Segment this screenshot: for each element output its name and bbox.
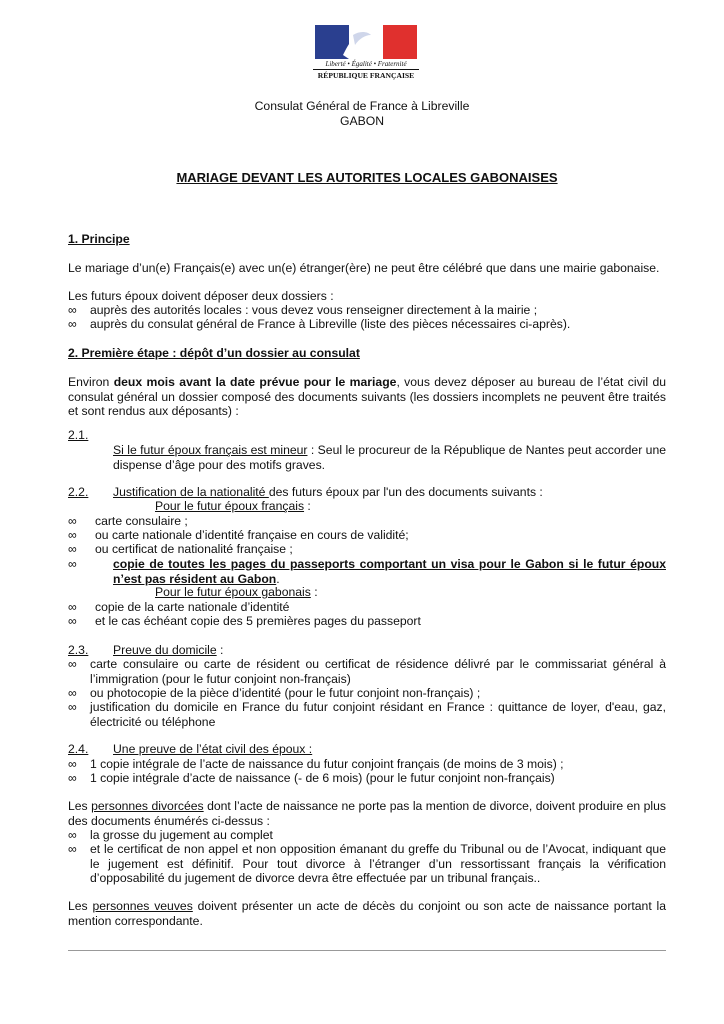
list-item: ∞ copie de toutes les pages du passeports comportant un visa pour le Gabon si le futur époux n’est pas résident au Gabon. xyxy=(68,557,666,586)
subsection-2-4-number: 2.4. xyxy=(68,742,89,756)
subheading-gabonese-spouse: Pour le futur époux gabonais : xyxy=(155,585,318,599)
list-item: ∞ ou certificat de nationalité française ; xyxy=(68,542,293,556)
subsection-2-2-number: 2.2. xyxy=(68,485,89,499)
bullet-icon: ∞ xyxy=(68,303,77,317)
list-item: ∞ ou carte nationale d’identité française en cours de validité; xyxy=(68,528,409,542)
list-item: ∞ auprès des autorités locales : vous devez vous renseigner directement à la mairie ; xyxy=(68,303,538,317)
subsection-2-2-text: Justification de la nationalité des futurs époux par l'un des documents suivants : xyxy=(113,485,543,499)
subsection-2-3-text: Preuve du domicile : xyxy=(113,643,224,657)
bullet-icon: ∞ xyxy=(68,600,77,614)
list-item: ∞ carte consulaire ou carte de résident ou certificat de résidence délivré par le commissariat général à l’immigration (pour le futur conjoint non-français) xyxy=(68,657,666,686)
bullet-icon: ∞ xyxy=(68,757,77,771)
list-item: ∞ 1 copie intégrale de l’acte de naissance du futur conjoint français (de moins de 3 mois) ; xyxy=(68,757,564,771)
section-1-paragraph: Le mariage d’un(e) Français(e) avec un(e) étranger(ère) ne peut être célébré que dans une mairie gabonaise. xyxy=(68,261,660,275)
section-2-heading: 2. Première étape : dépôt d’un dossier au consulat xyxy=(68,346,360,360)
section-1-heading: 1. Principe xyxy=(68,232,130,246)
subsection-2-4-text: Une preuve de l’état civil des époux : xyxy=(113,742,313,756)
bullet-icon: ∞ xyxy=(68,614,77,628)
list-item: ∞ 1 copie intégrale d’acte de naissance (- de 6 mois) (pour le futur conjoint non-français) xyxy=(68,771,555,785)
list-item: ∞ et le cas échéant copie des 5 premières pages du passeport xyxy=(68,614,421,628)
bullet-icon: ∞ xyxy=(68,842,77,856)
subheading-french-spouse: Pour le futur époux français : xyxy=(155,499,311,513)
page-title: MARIAGE DEVANT LES AUTORITES LOCALES GABONAISES xyxy=(176,170,558,185)
footer-divider xyxy=(68,950,666,951)
bullet-icon: ∞ xyxy=(68,317,77,331)
bullet-icon: ∞ xyxy=(68,528,77,542)
bullet-icon: ∞ xyxy=(68,828,77,842)
bullet-icon: ∞ xyxy=(68,700,77,714)
list-item: ∞ carte consulaire ; xyxy=(68,514,188,528)
logo-divider xyxy=(313,69,419,70)
bullet-icon: ∞ xyxy=(68,557,77,571)
consulate-name: Consulat Général de France à Libreville xyxy=(254,99,470,113)
subsection-2-1-number: 2.1. xyxy=(68,428,89,442)
widowed-paragraph: Les personnes veuves doivent présenter un acte de décès du conjoint ou son acte de naissance portant la mention correspondante. xyxy=(68,899,667,928)
section-1-intro: Les futurs époux doivent déposer deux dossiers : xyxy=(68,289,334,303)
motto: Liberté • Égalité • Fraternité xyxy=(325,60,407,68)
republic-label: RÉPUBLIQUE FRANÇAISE xyxy=(317,71,415,80)
list-item: ∞ copie de la carte nationale d’identité xyxy=(68,600,290,614)
bullet-icon: ∞ xyxy=(68,686,77,700)
list-item: ∞ la grosse du jugement au complet xyxy=(68,828,273,842)
divorce-paragraph: Les personnes divorcées dont l’acte de naissance ne porte pas la mention de divorce, doivent produire en plus des documents énumérés ci-dessus : xyxy=(68,799,666,828)
list-item: ∞ auprès du consulat général de France à Libreville (liste des pièces nécessaires ci-après). xyxy=(68,317,571,331)
bullet-icon: ∞ xyxy=(68,771,77,785)
list-item: ∞ ou photocopie de la pièce d’identité (pour le futur conjoint non-français) ; xyxy=(68,686,481,700)
list-item: ∞ et le certificat de non appel et non opposition émanant du greffe du Tribunal ou de l’Avocat, indiquant que le jugement est définitif. Pour tout divorce à l’étranger d’un ressortissant français la vérification d’opposabilité du jugement de divorce devra être effectuée par un tribunal français.. xyxy=(68,842,666,886)
subsection-2-3-number: 2.3. xyxy=(68,643,89,657)
section-2-intro: Environ deux mois avant la date prévue pour le mariage, vous devez déposer au bureau de l’état civil du consulat général un dossier composé des documents suivants (les dossiers incomplets ne peuvent être traités et sont rendus aux déposants) : xyxy=(68,375,666,419)
bullet-icon: ∞ xyxy=(68,514,77,528)
subsection-2-1-text: Si le futur époux français est mineur : Seul le procureur de la République de Nantes peut accorder une dispense d’âge pour des motifs graves. xyxy=(113,443,666,472)
republique-francaise-logo xyxy=(313,25,419,89)
list-item: ∞ justification du domicile en France du futur conjoint résidant en France : quittance de loyer, d'eau, gaz, électricité ou téléphone xyxy=(68,700,666,729)
country-name: GABON xyxy=(339,114,385,128)
bullet-icon: ∞ xyxy=(68,542,77,556)
bullet-icon: ∞ xyxy=(68,657,77,671)
